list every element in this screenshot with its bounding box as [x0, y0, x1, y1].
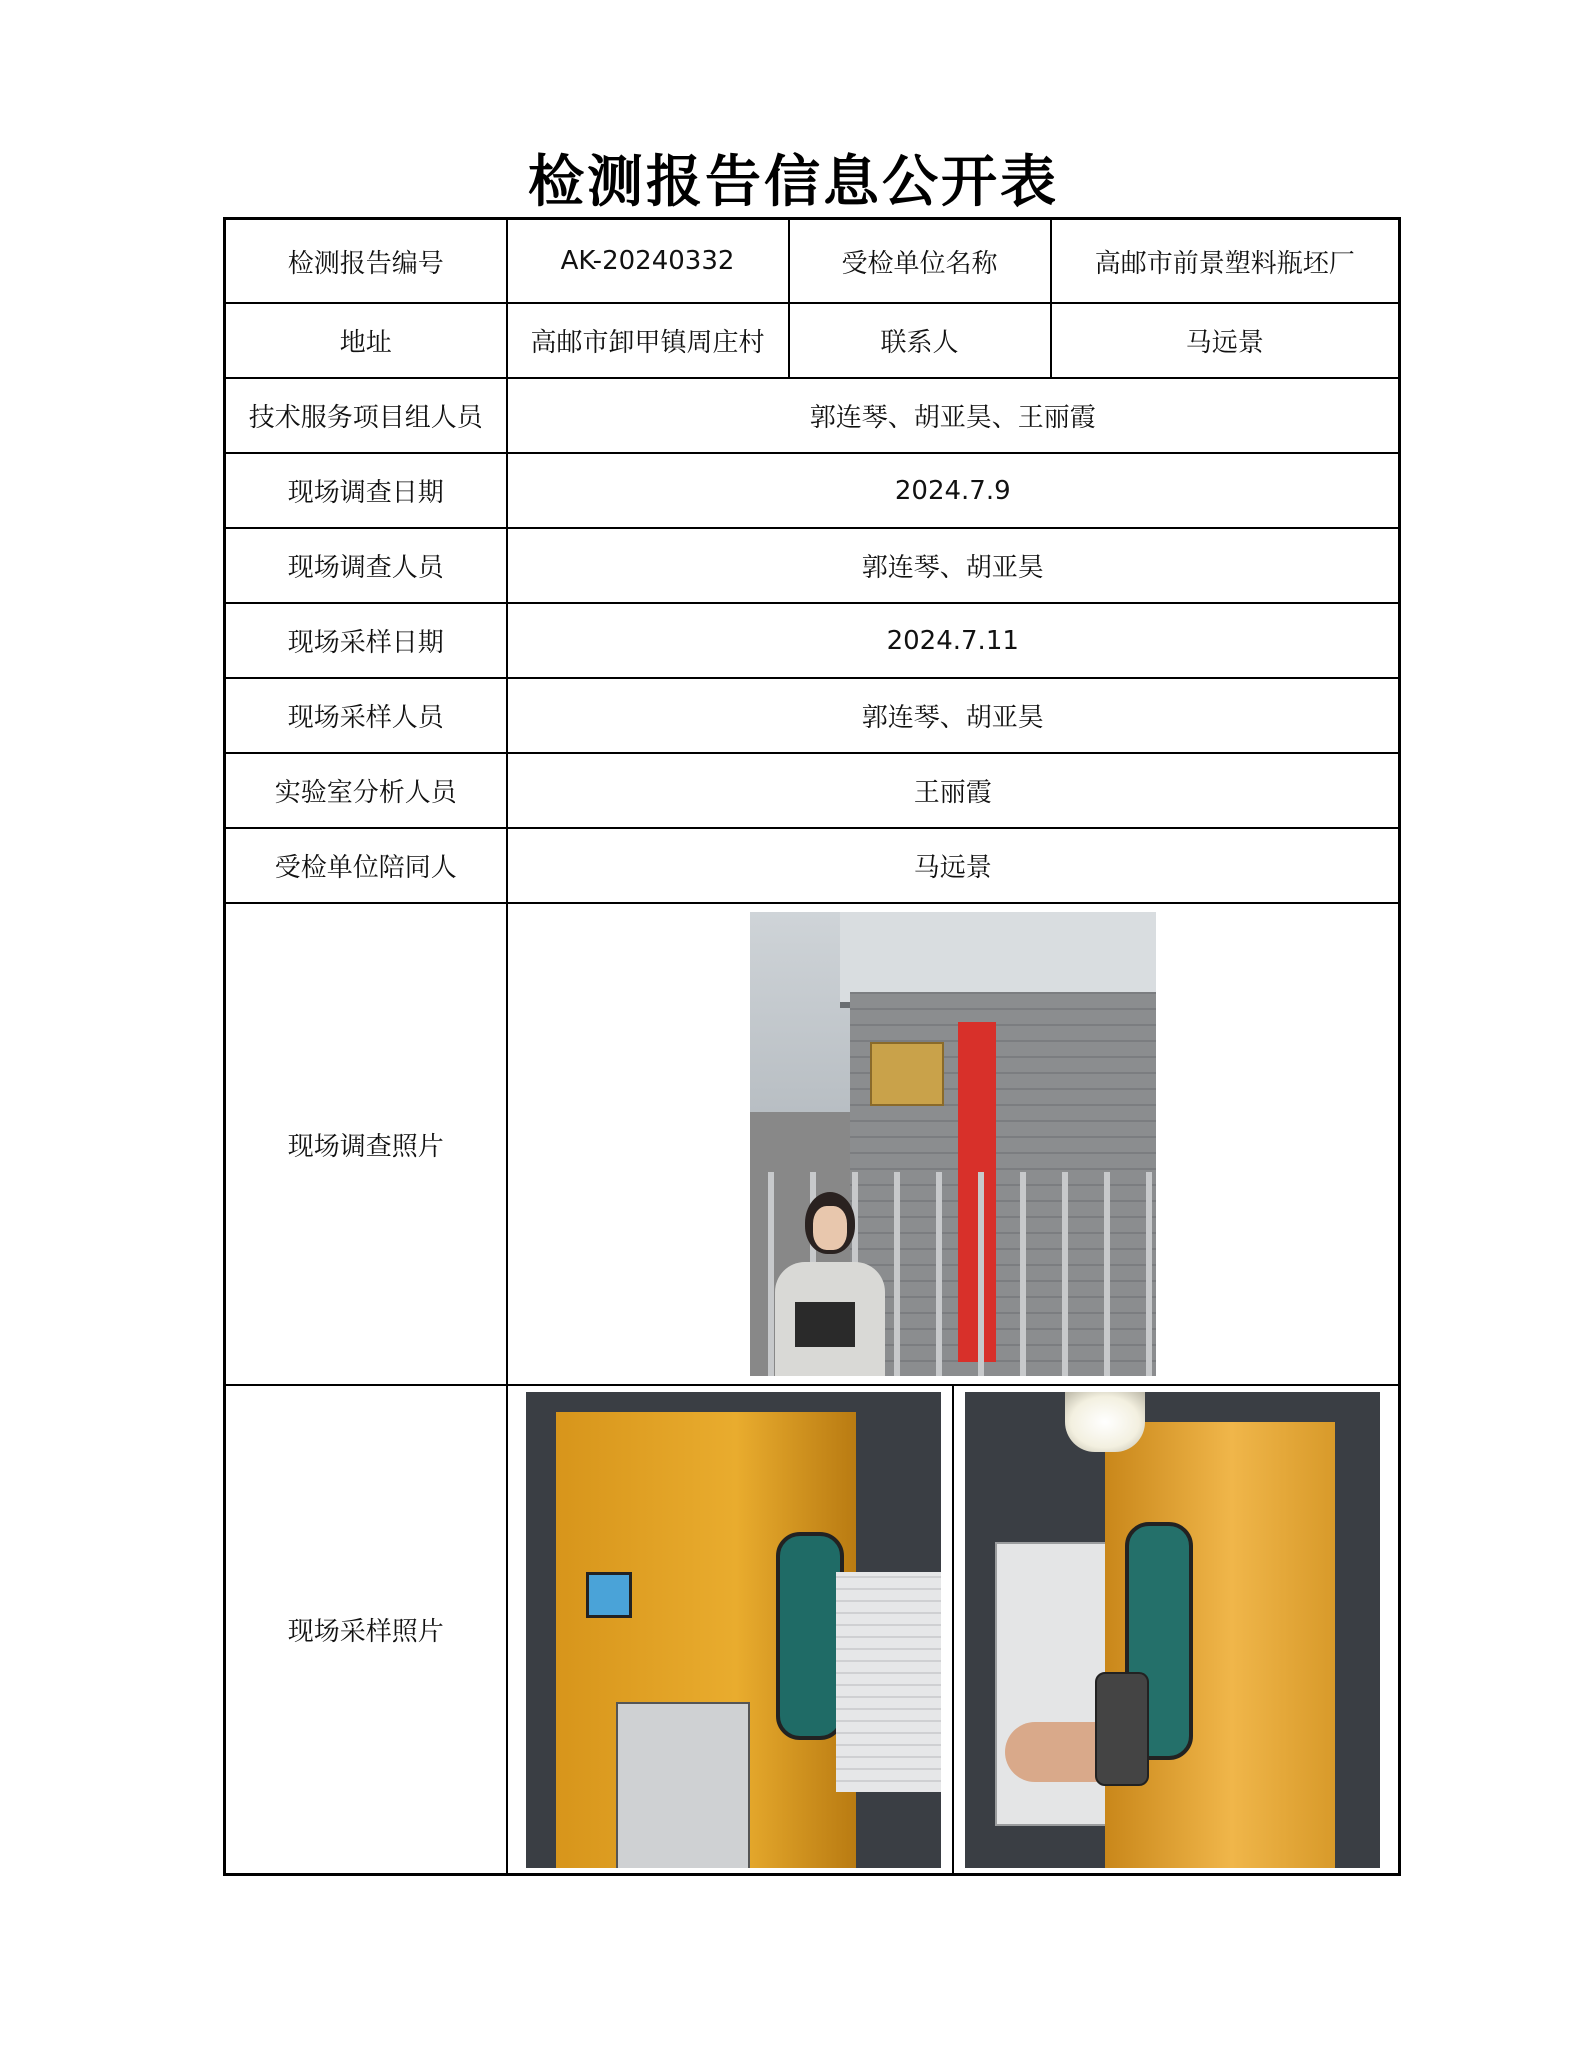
- sampling-photo-2: [965, 1392, 1380, 1868]
- table-row: [225, 1385, 1400, 1875]
- unit-name-label: 受检单位名称: [789, 219, 1051, 304]
- sampling-photo-cell: [507, 1385, 1400, 1875]
- survey-photo-label: 现场调查照片: [225, 903, 507, 1385]
- survey-date-label: 现场调查日期: [225, 453, 507, 528]
- photo-lamp: [1065, 1392, 1145, 1452]
- team-value: 郭连琴、胡亚昊、王丽霞: [507, 378, 1400, 453]
- person-clipboard: [795, 1302, 855, 1347]
- survey-photo-cell: [507, 903, 1400, 1385]
- person-face: [813, 1206, 847, 1250]
- sampling-date-label: 现场采样日期: [225, 603, 507, 678]
- report-no-value: AK-20240332: [507, 219, 789, 304]
- unit-name-value: 高邮市前景塑料瓶坯厂: [1051, 219, 1400, 304]
- contact-label: 联系人: [789, 303, 1051, 378]
- sampling-date-value: 2024.7.11: [507, 603, 1400, 678]
- photo-sound-meter: [1095, 1672, 1149, 1786]
- address-label: 地址: [225, 303, 507, 378]
- table-row: [225, 753, 1400, 828]
- table-row: [225, 378, 1400, 453]
- report-info-table: [223, 217, 1401, 1876]
- sampling-staff-label: 现场采样人员: [225, 678, 507, 753]
- table-row: [225, 453, 1400, 528]
- photo-cabinet: [995, 1542, 1109, 1826]
- survey-staff-label: 现场调查人员: [225, 528, 507, 603]
- photo-plaque: [870, 1042, 944, 1106]
- page-title: 检测报告信息公开表: [528, 149, 1059, 215]
- photo-instrument-box: [616, 1702, 750, 1868]
- contact-value: 马远景: [1051, 303, 1400, 378]
- table-row: [225, 603, 1400, 678]
- report-no-label: 检测报告编号: [225, 219, 507, 304]
- lab-staff-value: 王丽霞: [507, 753, 1400, 828]
- table-row: [225, 219, 1400, 304]
- table-row: [225, 828, 1400, 903]
- photo-divider: [952, 1386, 954, 1873]
- address-value: 高邮市卸甲镇周庄村: [507, 303, 789, 378]
- table-row: [225, 528, 1400, 603]
- sampling-photo-1: [526, 1392, 941, 1868]
- sampling-photo-label: 现场采样照片: [225, 1385, 507, 1875]
- team-label: 技术服务项目组人员: [225, 378, 507, 453]
- photo-cabinet: [836, 1572, 941, 1792]
- table-row: [225, 678, 1400, 753]
- photo-person: [775, 1192, 885, 1376]
- table-row: [225, 903, 1400, 1385]
- escort-value: 马远景: [507, 828, 1400, 903]
- survey-date-value: 2024.7.9: [507, 453, 1400, 528]
- escort-label: 受检单位陪同人: [225, 828, 507, 903]
- photo-control-screen: [586, 1572, 632, 1618]
- sampling-photos: [514, 1386, 1393, 1873]
- lab-staff-label: 实验室分析人员: [225, 753, 507, 828]
- table-row: [225, 303, 1400, 378]
- sampling-staff-value: 郭连琴、胡亚昊: [507, 678, 1400, 753]
- survey-staff-value: 郭连琴、胡亚昊: [507, 528, 1400, 603]
- survey-photo: [750, 912, 1156, 1376]
- photo-machine-window: [776, 1532, 844, 1740]
